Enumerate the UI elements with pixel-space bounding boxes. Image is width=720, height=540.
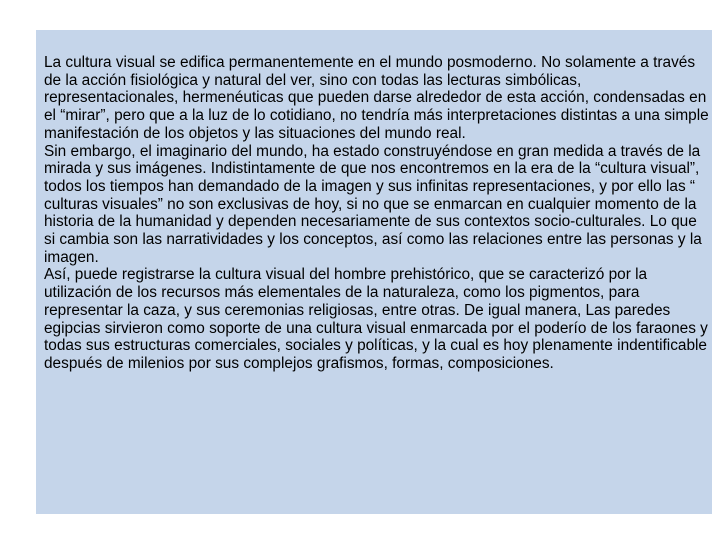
paragraph-1: La cultura visual se edifica permanentemente en el mundo posmoderno. No solamente a través de la acción fisiológica y natural del ver, sino con todas las lecturas simbólicas, representacionales, hermenéuticas que pueden darse alrededor de esta acción, condensadas en el “mirar”, pero que a la luz de lo cotidiano, no tendría más interpretaciones distintas a una simple manifestación de los objetos y las situaciones del mundo real.	[44, 54, 709, 142]
paragraph-3: Así, puede registrarse la cultura visual del hombre prehistórico, que se caracterizó por la utilización de los recursos más elementales de la naturaleza, como los pigmentos, para representar la caza, y sus ceremonias religiosas, entre otras. De igual manera, Las paredes egipcias sirvieron como soporte de una cultura visual enmarcada por el poderío de los faraones y todas sus estructuras comerciales, sociales y políticas, y la cual es hoy plenamente indentificable después de milenios por sus complejos grafismos, formas, composiciones.	[44, 266, 708, 372]
content-panel	[36, 30, 712, 514]
text-block	[44, 54, 712, 373]
paragraph-2: Sin embargo, el imaginario del mundo, ha estado construyéndose en gran medida a través de la mirada y sus imágenes. Indistintamente de que nos encontremos en la era de la “cultura visual”, todos los tiempos han demandado de la imagen y sus infinitas representaciones, y por ello las “ culturas visuales” no son exclusivas de hoy, si no que se enmarcan en cualquier momento de la historia de la humanidad y dependen necesariamente de sus contextos socio-culturales. Lo que si cambia son las narratividades y los conceptos, así como las relaciones entre las personas y la imagen.	[44, 142, 702, 266]
